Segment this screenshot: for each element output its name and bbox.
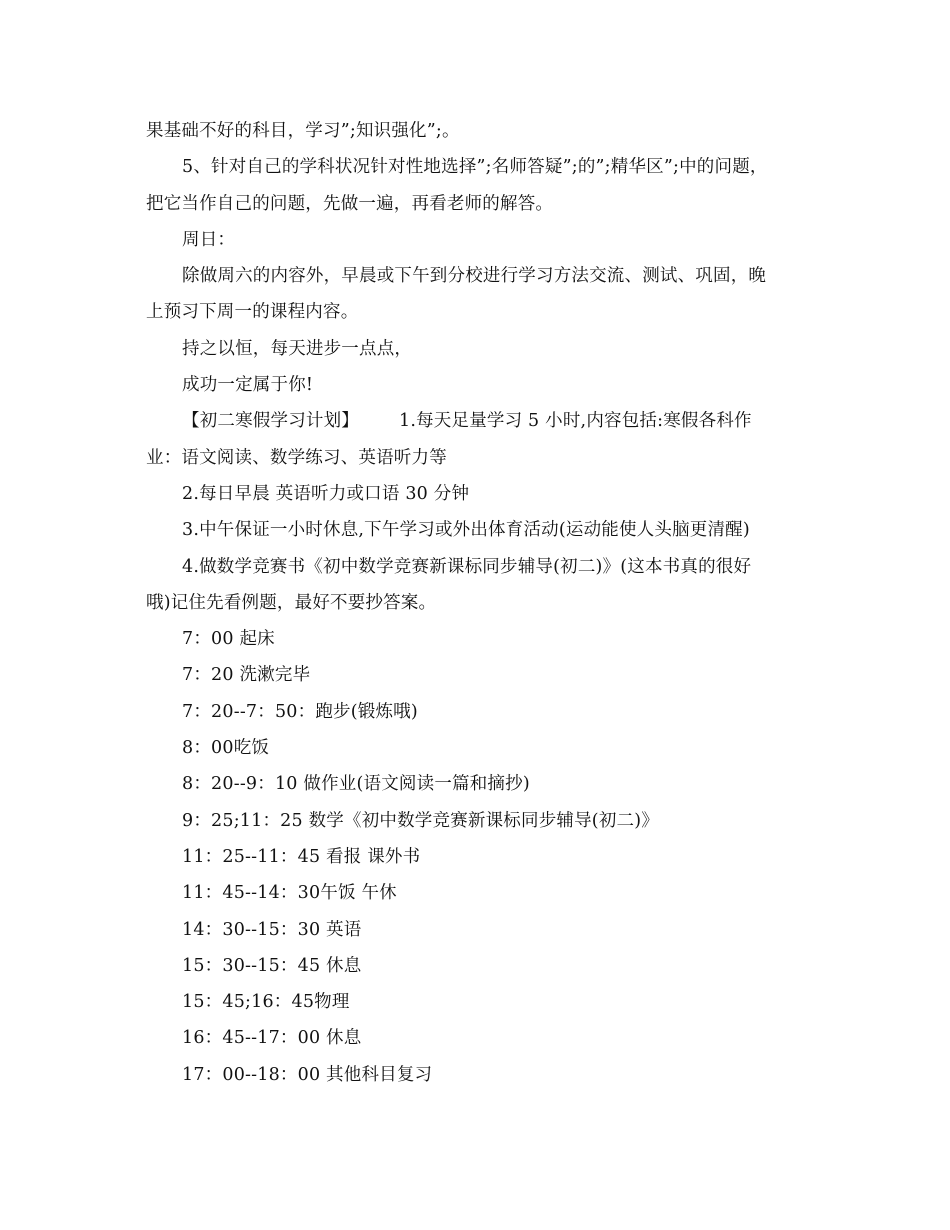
schedule-line: 8：20--9：10 做作业(语文阅读一篇和摘抄): [182, 774, 530, 795]
schedule-line: 15：45;16：45物理: [182, 992, 350, 1013]
text-line: 3.中午保证一小时休息,下午学习或外出体育活动(运动能使人头脑更清醒): [182, 520, 750, 541]
schedule-line: 7：20--7：50：跑步(锻炼哦): [182, 701, 418, 722]
text-line: 除做周六的内容外，早晨或下午到分校进行学习方法交流、测试、巩固，晚: [182, 266, 767, 287]
schedule-line: 11：25--11：45 看报 课外书: [182, 846, 421, 867]
text-fragment: 1.每天足量学习 5 小时,内容包括:寒假各科作: [399, 411, 752, 432]
schedule-line: 11：45--14：30午饭 午休: [182, 883, 397, 904]
text-line: 持之以恒，每天进步一点点，: [182, 338, 413, 359]
text-line: 上预习下周一的课程内容。: [146, 302, 359, 323]
text-line: 2.每日早晨 英语听力或口语 30 分钟: [182, 483, 470, 504]
text-line: 4.做数学竞赛书《初中数学竞赛新课标同步辅导(初二)》(这本书真的很好: [182, 556, 752, 577]
document-body: [146, 113, 806, 1093]
text-line: 把它当作自己的问题，先做一遍，再看老师的解答。: [146, 193, 554, 214]
schedule-line: 9：25;11：25 数学《初中数学竞赛新课标同步辅导(初二)》: [182, 810, 659, 831]
schedule-line: 7：20 洗漱完毕: [182, 665, 311, 686]
schedule-line: 8：00吃饭: [182, 738, 270, 759]
text-line: 5、针对自己的学科状况针对性地选择”;名师答疑”;的”;精华区”;中的问题，: [182, 157, 768, 178]
text-line: 周日：: [182, 229, 236, 250]
schedule-line: 15：30--15：45 休息: [182, 955, 362, 976]
text-line: 果基础不好的科目，学习”;知识强化”;。: [146, 121, 460, 141]
schedule-line: 14：30--15：30 英语: [182, 919, 362, 940]
schedule-line: 17：00--18：00 其他科目复习: [182, 1064, 433, 1085]
schedule-line: 16：45--17：00 休息: [182, 1028, 362, 1049]
schedule-line: 7：00 起床: [182, 629, 275, 650]
text-line: 哦)记住先看例题，最好不要抄答案。: [146, 592, 437, 613]
text-line: 成功一定属于你!: [182, 375, 314, 396]
text-line: 业：语文阅读、数学练习、英语听力等: [146, 447, 447, 468]
plan-heading-line: [146, 403, 806, 439]
plan-heading: 【初二寒假学习计划】: [182, 411, 359, 432]
